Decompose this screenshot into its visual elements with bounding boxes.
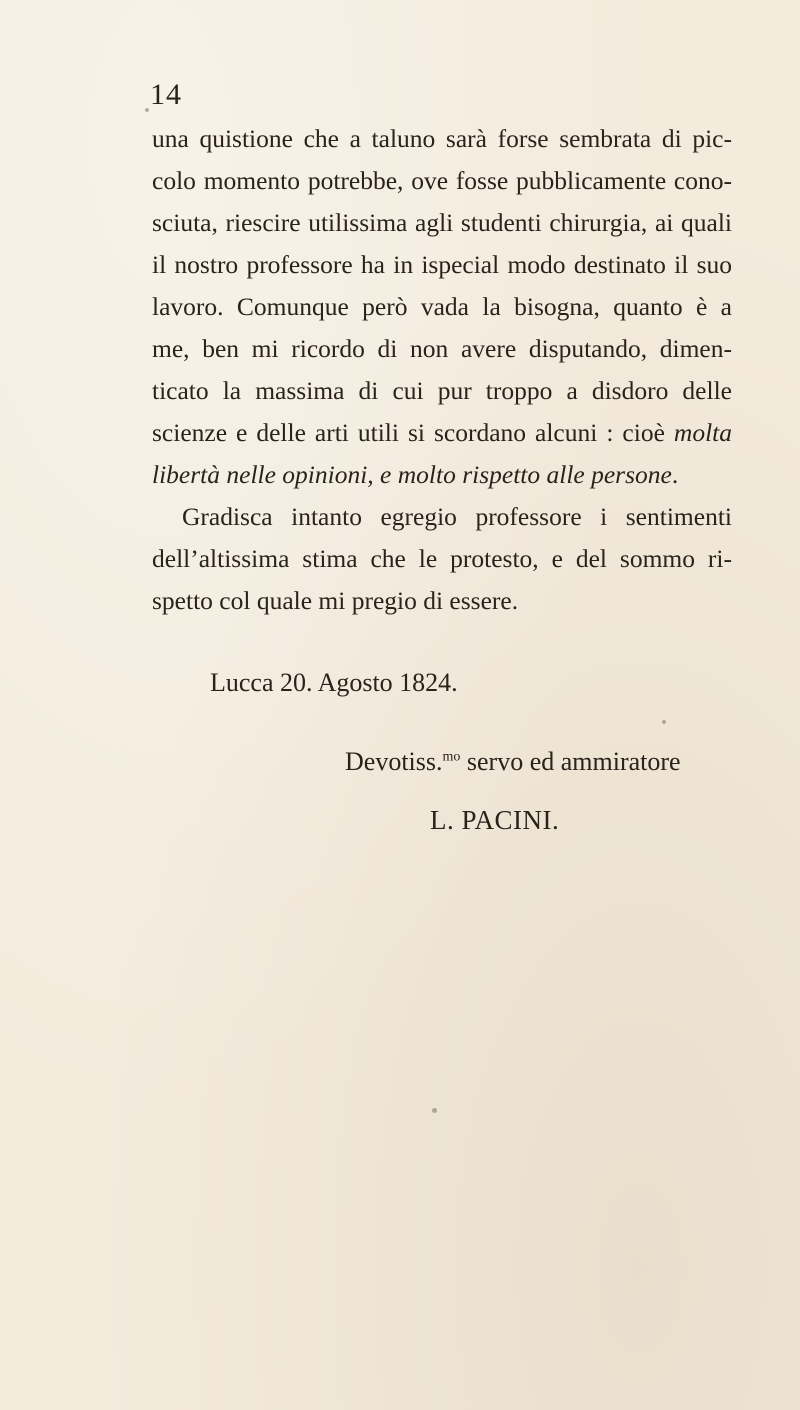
signature: L. PACINI. [430,805,560,835]
text-line: ticato la massima di cui pur troppo a disdoro delle [152,376,732,405]
text-line: Gradisca intanto egregio professore i sentimenti [182,502,732,531]
text-line [152,454,732,496]
text-span: scienze e delle arti utili si scordano alcuni : cioè [152,418,665,447]
text-line: colo momento potrebbe, ove fosse pubblicamente cono- [152,166,732,195]
text-line: sciuta, riescire utilissima agli studenti chirurgia, ai quali [152,208,732,237]
text-line: lavoro. Comunque però vada la bisogna, quanto è a [152,292,732,321]
text-line [152,412,732,454]
text-line: dell’altissima stima che le protesto, e del sommo ri- [152,544,732,573]
closing-prefix: Devotiss. [345,747,443,776]
page-number: 14 [150,78,182,111]
closing-rest: servo ed ammiratore [460,747,681,776]
italic-text: molta [673,418,732,447]
text-line: me, ben mi ricordo di non avere disputando, dimen- [152,334,732,363]
text-line: spetto col quale mi pregio di essere. [152,586,519,615]
paper-speck [145,108,149,112]
text-line: il nostro professore ha in ispecial modo destinato il suo [152,250,732,279]
paper-speck [432,1108,437,1113]
text-span: . [671,460,679,489]
body-text [152,118,732,622]
dateline: Lucca 20. Agosto 1824. [210,668,458,697]
paper-speck [662,720,666,724]
italic-text: libertà nelle opinioni, e molto rispetto alle persone [152,460,672,489]
closing-salutation [345,747,681,777]
text-line: una quistione che a taluno sarà forse sembrata di pic- [152,124,732,153]
closing-superscript: mo [442,749,461,765]
